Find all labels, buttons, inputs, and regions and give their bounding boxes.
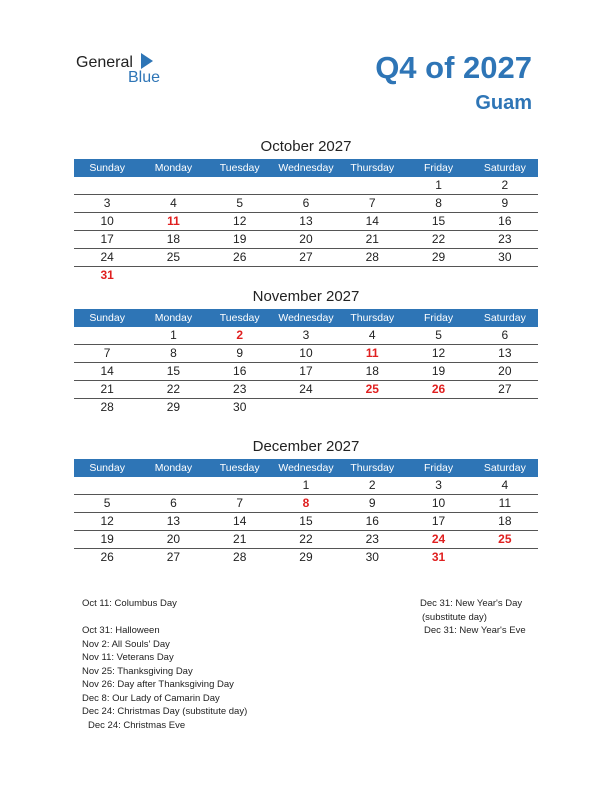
- day-cell: 21: [100, 382, 114, 396]
- day-cell: 8: [435, 196, 442, 210]
- day-cell: 10: [100, 214, 114, 228]
- empty-day-cell: [472, 549, 538, 566]
- day-cell: 5: [103, 496, 111, 510]
- week-row: [74, 195, 538, 213]
- day-cell: 9: [501, 196, 509, 210]
- weekday-sunday: Sunday: [89, 162, 125, 174]
- month-december: [74, 436, 538, 566]
- month-november: [74, 286, 538, 416]
- day-cell: 24: [299, 382, 313, 396]
- day-cell: 4: [170, 196, 177, 210]
- week-row: [74, 231, 538, 249]
- empty-day-cell: [207, 477, 273, 494]
- day-cell: 18: [498, 514, 512, 528]
- empty-day-cell: [405, 267, 471, 284]
- holiday-day-cell: 26: [431, 382, 446, 396]
- day-cell: 5: [236, 196, 244, 210]
- day-cell: 4: [368, 328, 376, 342]
- weekday-sunday: Sunday: [89, 462, 125, 474]
- week-row: [74, 531, 538, 549]
- empty-day-cell: [339, 267, 405, 284]
- day-cell: 9: [368, 496, 376, 510]
- holiday-notes-left: [82, 597, 247, 732]
- holiday-note-spacer: [82, 611, 247, 625]
- day-cell: 30: [233, 400, 247, 414]
- week-row: [74, 477, 538, 495]
- day-cell: 29: [299, 550, 313, 564]
- day-cell: 29: [166, 400, 181, 414]
- day-cell: 5: [435, 328, 442, 342]
- holiday-day-cell: 31: [100, 268, 114, 282]
- day-cell: 24: [100, 250, 114, 264]
- holiday-day-cell: 11: [167, 214, 180, 228]
- day-cell: 20: [299, 232, 313, 246]
- weekday-thursday: Thursday: [350, 462, 395, 474]
- day-cell: 3: [302, 328, 310, 342]
- day-cell: 25: [166, 250, 181, 264]
- day-cell: 11: [498, 496, 512, 510]
- day-cell: 19: [100, 532, 114, 546]
- day-cell: 2: [368, 478, 376, 492]
- empty-day-cell: [339, 399, 405, 416]
- empty-day-cell: [140, 477, 206, 494]
- day-cell: 13: [498, 346, 512, 360]
- day-cell: 3: [435, 478, 442, 492]
- week-row: [74, 399, 538, 416]
- day-cell: 14: [100, 364, 114, 378]
- day-cell: 9: [236, 346, 244, 360]
- holiday-note: (substitute day): [422, 611, 487, 623]
- weekday-friday: Friday: [423, 162, 454, 174]
- day-cell: 16: [233, 364, 247, 378]
- day-cell: 22: [431, 232, 446, 246]
- empty-day-cell: [207, 267, 273, 284]
- day-cell: 16: [498, 214, 512, 228]
- day-cell: 3: [103, 196, 111, 210]
- weekday-header-row: [74, 459, 538, 477]
- day-cell: 21: [233, 532, 247, 546]
- day-cell: 17: [431, 514, 446, 528]
- day-cell: 18: [166, 232, 181, 246]
- day-cell: 15: [166, 364, 181, 378]
- empty-day-cell: [74, 177, 140, 194]
- empty-day-cell: [74, 327, 140, 344]
- day-cell: 19: [233, 232, 247, 246]
- month-october: [74, 136, 538, 284]
- day-cell: 7: [368, 196, 376, 210]
- page-title: Q4 of 2027: [375, 50, 532, 85]
- weekday-thursday: Thursday: [350, 312, 395, 324]
- empty-day-cell: [472, 399, 538, 416]
- weekday-friday: Friday: [423, 462, 454, 474]
- empty-day-cell: [140, 267, 206, 284]
- empty-day-cell: [339, 177, 405, 194]
- week-row: [74, 513, 538, 531]
- day-cell: 27: [498, 382, 512, 396]
- empty-day-cell: [74, 477, 140, 494]
- weekday-saturday: Saturday: [483, 312, 526, 324]
- day-cell: 14: [233, 514, 247, 528]
- logo-general-text: General: [76, 54, 133, 71]
- day-cell: 7: [236, 496, 244, 510]
- day-cell: 26: [100, 550, 114, 564]
- holiday-note: Nov 11: Veterans Day: [82, 652, 174, 663]
- weekday-tuesday: Tuesday: [219, 462, 260, 474]
- weeks: [74, 477, 538, 566]
- holiday-day-cell: 2: [236, 328, 244, 342]
- day-cell: 28: [365, 250, 379, 264]
- weekday-monday: Monday: [154, 162, 193, 174]
- weeks: [74, 327, 538, 416]
- logo-triangle-icon: [141, 53, 153, 69]
- weekday-tuesday: Tuesday: [219, 312, 260, 324]
- week-row: [74, 177, 538, 195]
- holiday-day-cell: 11: [365, 346, 379, 360]
- weekday-tuesday: Tuesday: [219, 162, 260, 174]
- week-row: [74, 495, 538, 513]
- weekday-sunday: Sunday: [89, 312, 125, 324]
- day-cell: 6: [170, 496, 177, 510]
- holiday-note: Oct 31: Halloween: [82, 625, 160, 636]
- day-cell: 1: [435, 178, 442, 192]
- week-row: [74, 327, 538, 345]
- weekday-friday: Friday: [423, 312, 454, 324]
- week-row: [74, 549, 538, 566]
- day-cell: 16: [365, 514, 379, 528]
- day-cell: 20: [166, 532, 181, 546]
- day-cell: 14: [365, 214, 379, 228]
- weekday-thursday: Thursday: [350, 162, 395, 174]
- day-cell: 23: [233, 382, 247, 396]
- holiday-note: Dec 24: Christmas Day (substitute day): [82, 706, 248, 717]
- page-subtitle: Guam: [475, 92, 532, 114]
- empty-day-cell: [273, 399, 339, 416]
- holiday-day-cell: 31: [431, 550, 446, 564]
- day-cell: 7: [103, 346, 111, 360]
- day-cell: 1: [302, 478, 310, 492]
- day-cell: 27: [299, 250, 313, 264]
- holiday-day-cell: 25: [498, 532, 512, 546]
- day-cell: 27: [166, 550, 181, 564]
- day-cell: 29: [431, 250, 446, 264]
- day-cell: 22: [166, 382, 181, 396]
- week-row: [74, 267, 538, 284]
- empty-day-cell: [273, 177, 339, 194]
- day-cell: 28: [233, 550, 247, 564]
- weekday-header-row: [74, 309, 538, 327]
- day-cell: 15: [299, 514, 313, 528]
- holiday-notes-right: [420, 597, 526, 638]
- holiday-note: Oct 11: Columbus Day: [82, 598, 177, 609]
- holiday-note: Nov 2: All Souls' Day: [82, 638, 170, 650]
- day-cell: 28: [100, 400, 114, 414]
- day-cell: 10: [299, 346, 313, 360]
- week-row: [74, 363, 538, 381]
- holiday-note: Dec 31: New Year's Eve: [424, 625, 526, 636]
- weekday-header-row: [74, 159, 538, 177]
- logo-blue-text: Blue: [128, 69, 161, 86]
- day-cell: 30: [498, 250, 512, 264]
- day-cell: 8: [170, 346, 177, 360]
- day-cell: 22: [299, 532, 313, 546]
- holiday-note: Dec 24: Christmas Eve: [88, 719, 186, 731]
- day-cell: 12: [431, 346, 446, 360]
- day-cell: 4: [501, 478, 509, 492]
- holiday-note: Nov 25: Thanksgiving Day: [82, 665, 193, 677]
- holiday-note: Nov 26: Day after Thanksgiving Day: [82, 679, 234, 690]
- day-cell: 30: [365, 550, 379, 564]
- day-cell: 13: [166, 514, 181, 528]
- weekday-monday: Monday: [154, 462, 193, 474]
- weekday-saturday: Saturday: [483, 162, 526, 174]
- weekday-wednesday: Wednesday: [278, 162, 334, 174]
- month-title: November 2027: [252, 288, 360, 305]
- holiday-day-cell: 8: [302, 496, 310, 510]
- weekday-wednesday: Wednesday: [278, 312, 334, 324]
- week-row: [74, 249, 538, 267]
- day-cell: 23: [365, 532, 379, 546]
- month-title: October 2027: [260, 138, 352, 155]
- day-cell: 12: [233, 214, 247, 228]
- day-cell: 6: [501, 328, 509, 342]
- weeks: [74, 177, 538, 284]
- empty-day-cell: [472, 267, 538, 284]
- empty-day-cell: [207, 177, 273, 194]
- empty-day-cell: [273, 267, 339, 284]
- day-cell: 21: [365, 232, 379, 246]
- day-cell: 20: [498, 364, 512, 378]
- day-cell: 12: [100, 514, 114, 528]
- empty-day-cell: [140, 177, 206, 194]
- day-cell: 26: [233, 250, 247, 264]
- day-cell: 18: [365, 364, 379, 378]
- holiday-note: Dec 8: Our Lady of Camarin Day: [82, 692, 220, 704]
- weekday-monday: Monday: [154, 312, 193, 324]
- day-cell: 10: [431, 496, 446, 510]
- day-cell: 2: [501, 178, 509, 192]
- holiday-day-cell: 24: [431, 532, 446, 546]
- weekday-wednesday: Wednesday: [278, 462, 334, 474]
- day-cell: 1: [170, 328, 177, 342]
- month-title: December 2027: [252, 438, 360, 455]
- week-row: [74, 345, 538, 363]
- day-cell: 15: [431, 214, 446, 228]
- holiday-day-cell: 25: [365, 382, 379, 396]
- empty-day-cell: [405, 399, 471, 416]
- weekday-saturday: Saturday: [483, 462, 526, 474]
- day-cell: 23: [498, 232, 512, 246]
- week-row: [74, 213, 538, 231]
- day-cell: 19: [431, 364, 446, 378]
- day-cell: 6: [302, 196, 310, 210]
- day-cell: 13: [299, 214, 313, 228]
- day-cell: 17: [100, 232, 114, 246]
- holiday-note: Dec 31: New Year's Day: [420, 598, 523, 609]
- day-cell: 17: [299, 364, 313, 378]
- week-row: [74, 381, 538, 399]
